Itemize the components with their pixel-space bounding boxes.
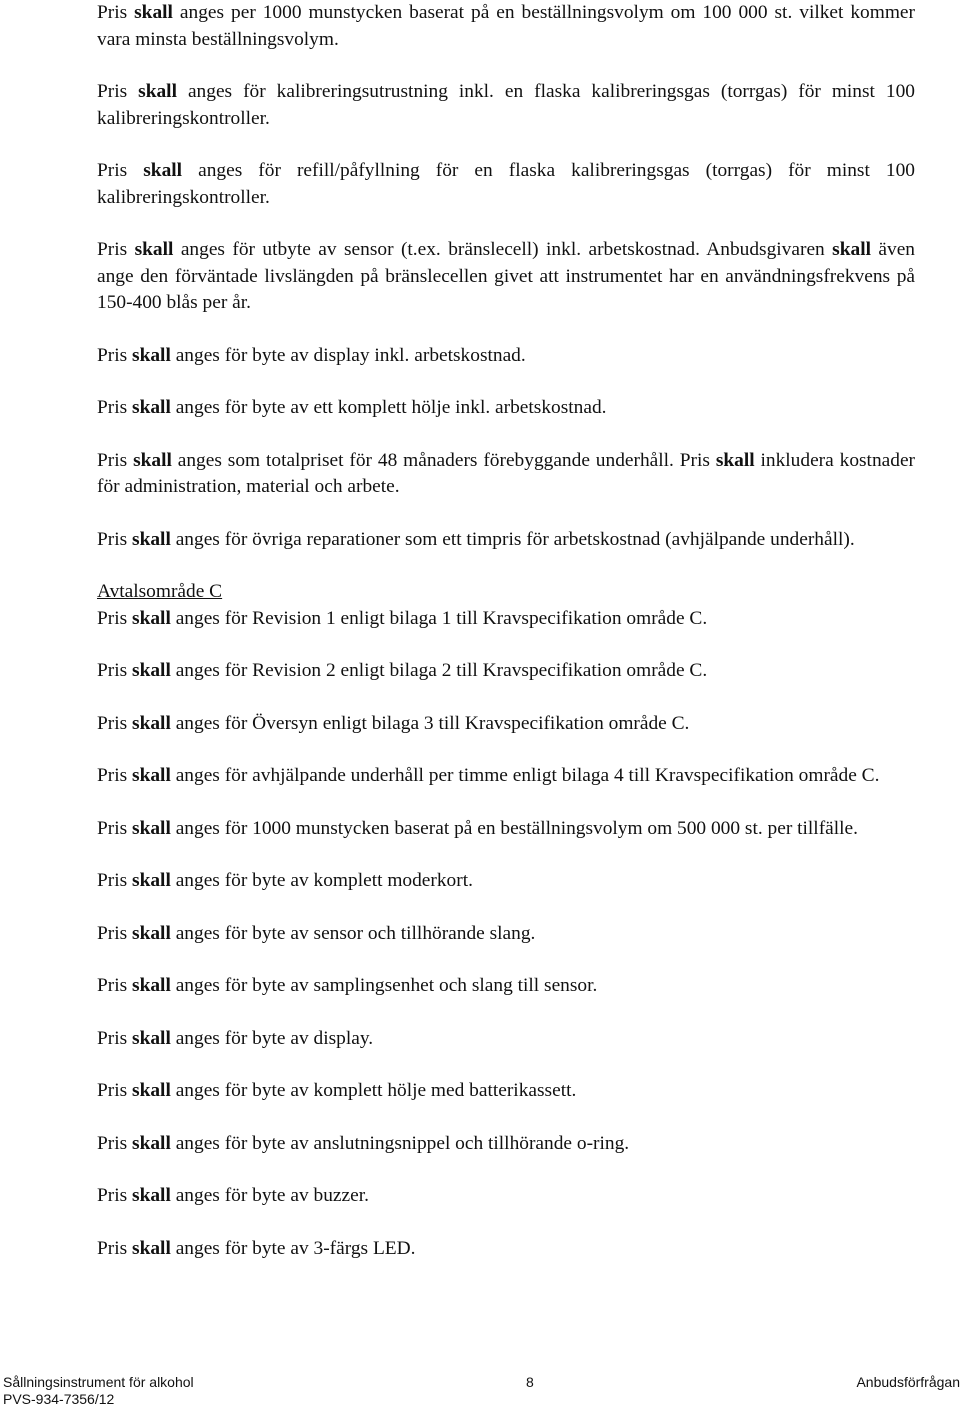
footer-document-type: Anbudsförfrågan bbox=[856, 1374, 960, 1390]
paragraph-refill: Pris skall anges för refill/påfyllning för en flaska kalibreringsgas (torrgas) för minst 100 kalibreringskontroller. bbox=[97, 160, 915, 208]
paragraph-revision-2: Pris skall anges för Revision 2 enligt bilaga 2 till Kravspecifikation område C. bbox=[97, 660, 708, 681]
paragraph-display-byte: Pris skall anges för byte av display inkl. arbetskostnad. bbox=[97, 344, 526, 366]
footer-row bbox=[3, 1374, 960, 1391]
paragraph-kalibreringsutrustning: Pris skall anges för kalibreringsutrustning inkl. en flaska kalibreringsgas (torrgas) för minst 100 kalibreringskontroller. bbox=[97, 81, 915, 129]
paragraph-buzzer: Pris skall anges för byte av buzzer. bbox=[97, 1185, 369, 1206]
paragraph-led: Pris skall anges för byte av 3-färgs LED. bbox=[97, 1237, 416, 1259]
footer-page-number: 8 bbox=[526, 1374, 534, 1390]
paragraph-ovriga-reparationer: Pris skall anges för övriga reparationer som ett timpris för arbetskostnad (avhjälpande underhåll). bbox=[97, 528, 855, 550]
section-heading-avtalsomrade-c: Avtalsområde C bbox=[97, 581, 223, 602]
footer-document-title: Sållningsinstrument för alkohol bbox=[3, 1374, 194, 1390]
footer-reference-number: PVS-934-7356/12 bbox=[3, 1391, 115, 1407]
paragraph-holje-batterikassett: Pris skall anges för byte av komplett hölje med batterikassett. bbox=[97, 1080, 577, 1101]
footer-reference-row bbox=[3, 1391, 960, 1408]
paragraph-avhjalpande-underhall: Pris skall anges för avhjälpande underhåll per timme enligt bilaga 4 till Kravspecifikation område C. bbox=[97, 765, 880, 786]
page-footer bbox=[3, 1374, 960, 1408]
paragraph-forebyggande-underhall: Pris skall anges som totalpriset för 48 månaders förebyggande underhåll. Pris skall inkludera kostnader för administration, material och arbete. bbox=[97, 449, 916, 497]
document-body bbox=[97, 0, 915, 1288]
paragraph-revision-1: Pris skall anges för Revision 1 enligt bilaga 1 till Kravspecifikation område C. bbox=[97, 607, 708, 629]
paragraph-moderkort: Pris skall anges för byte av komplett moderkort. bbox=[97, 870, 473, 891]
paragraph-holje-byte: Pris skall anges för byte av ett komplett hölje inkl. arbetskostnad. bbox=[97, 397, 607, 418]
paragraph-oversyn: Pris skall anges för Översyn enligt bilaga 3 till Kravspecifikation område C. bbox=[97, 712, 690, 734]
paragraph-sensor-slang: Pris skall anges för byte av sensor och tillhörande slang. bbox=[97, 922, 536, 944]
paragraph-sensor-utbyte: Pris skall anges för utbyte av sensor (t.ex. bränslecell) inkl. arbetskostnad. Anbudsgivaren skall även ange den förväntade livslängden på bränslecellen givet att instrumentet har en användningsfrekvens på 150-400 blås per år. bbox=[97, 239, 915, 313]
paragraph-samplingsenhet: Pris skall anges för byte av samplingsenhet och slang till sensor. bbox=[97, 975, 598, 996]
paragraph-munstycken-100000: Pris skall anges per 1000 munstycken baserat på en beställningsvolym om 100 000 st. vilket kommer vara minsta beställningsvolym. bbox=[97, 2, 915, 50]
paragraph-display: Pris skall anges för byte av display. bbox=[97, 1027, 374, 1049]
paragraph-anslutningsnippel: Pris skall anges för byte av anslutningsnippel och tillhörande o-ring. bbox=[97, 1132, 630, 1154]
paragraph-munstycken-500000: Pris skall anges för 1000 munstycken baserat på en beställningsvolym om 500 000 st. per tillfälle. bbox=[97, 817, 858, 839]
